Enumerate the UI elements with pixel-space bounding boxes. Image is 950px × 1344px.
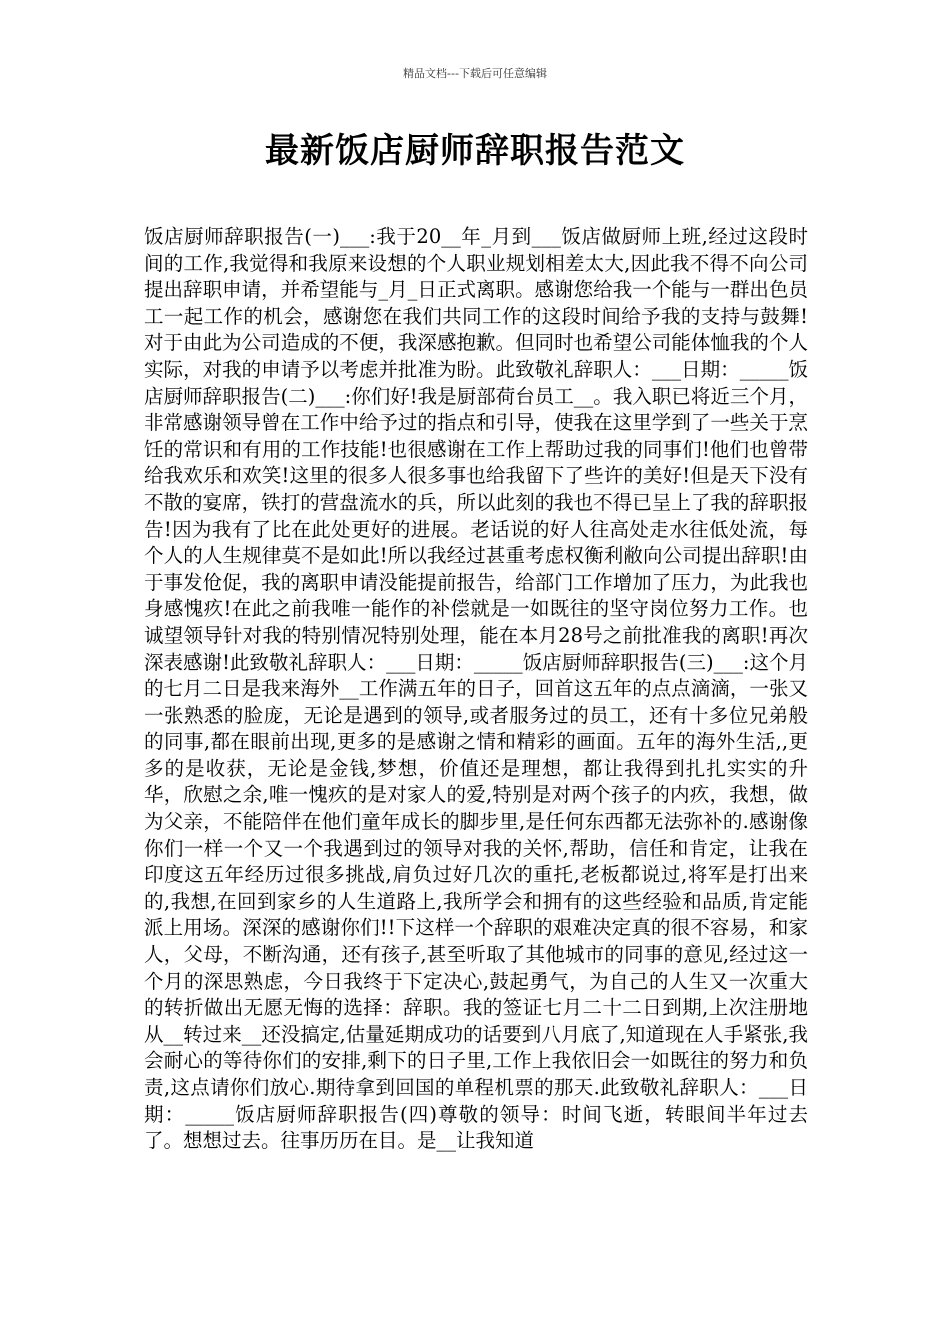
document-body: 饭店厨师辞职报告(一)___:我于20__年_月到___饭店做厨师上班,经过这段时间的工作,我觉得和我原来设想的个人职业规划相差太大,因此我不得不向公司提出辞职申请，并希望能与_月_日正式离职。感谢您给我一个能与一群出色员工一起工作的机会，感谢您在我们共同工作的这段时间给予我的支持与鼓舞!对于由此为公司造成的不便，我深感抱歉。但同时也希望公司能体恤我的个人实际，对我的申请予以考虑并批准为盼。此致敬礼辞职人：___日期：_____饭店厨师辞职报告(二)___:你们好!我是厨部荷台员工__。我入职已将近三个月，非常感谢领导曾在工作中给予过的指点和引导，使我在这里学到了一些关于烹饪的常识和有用的工作技能!也很感谢在工作上帮助过我的同事们!他们也曾带给我欢乐和欢笑!这里的很多人很多事也给我留下了些许的美好!但是天下没有不散的宴席，铁打的营盘流水的兵，所以此刻的我也不得已呈上了我的辞职报告!因为我有了比在此处更好的进展。老话说的好人往高处走水往低处流，每个人的人生规律莫不是如此!所以我经过甚重考虑权衡利敝向公司提出辞职!由于事发伧促，我的离职申请没能提前报告，给部门工作增加了压力，为此我也身感愧疚!在此之前我唯一能作的补偿就是一如既往的坚守岗位努力工作。也诚望领导针对我的特别情况特别处理，能在本月28号之前批准我的离职!再次深表感谢!此致敬礼辞职人：___日期：_____饭店厨师辞职报告(三)___:这个月的七月二日是我来海外__工作满五年的日子，回首这五年的点点滴滴，一张又一张熟悉的脸庞，无论是遇到的领导,或者服务过的员工，还有十多位兄弟般的同事,都在眼前出现,更多的是感谢之情和精彩的画面。五年的海外生活,,更多的是收获，无论是金钱,梦想，价值还是理想，都让我得到扎扎实实的升华，欣慰之余,唯一愧疚的是对家人的爱,特别是对两个孩子的内疚，我想，做为父亲，不能陪伴在他们童年成长的脚步里,是任何东西都无法弥补的.感谢像你们一样一个又一个我遇到过的领导对我的关怀,帮助，信任和肯定，让我在印度这五年经历过很多挑战,肩负过好几次的重托,老板都说过,将军是打出来的,我想,在回到家乡的人生道路上,我所学会和拥有的这些经验和品质,肯定能派上用场。深深的感谢你们!!下这样一个辞职的艰难决定真的很不容易，和家人，父母，不断沟通，还有孩子,甚至听取了其他城市的同事的意见,经过这一个月的深思熟虑，今日我终于下定决心,鼓起勇气，为自己的人生又一次重大的转折做出无愿无悔的选择：辞职。我的签证七月二十二日到期,上次注册地从__转过来__还没搞定,估量延期成功的话要到八月底了,知道现在人手紧张,我会耐心的等待你们的安排,剩下的日子里,工作上我依旧会一如既往的努力和负责,这点请你们放心.期待拿到回国的单程机票的那天.此致敬礼辞职人：___日期：_____饭店厨师辞职报告(四)尊敬的领导：时间飞逝，转眼间半年过去了。想想过去。往事历历在目。是__让我知道 xyxy=(144,225,808,1153)
document-title: 最新饭店厨师辞职报告范文 xyxy=(265,131,685,171)
header-note: 精品文档---下载后可任意编辑 xyxy=(403,67,547,80)
